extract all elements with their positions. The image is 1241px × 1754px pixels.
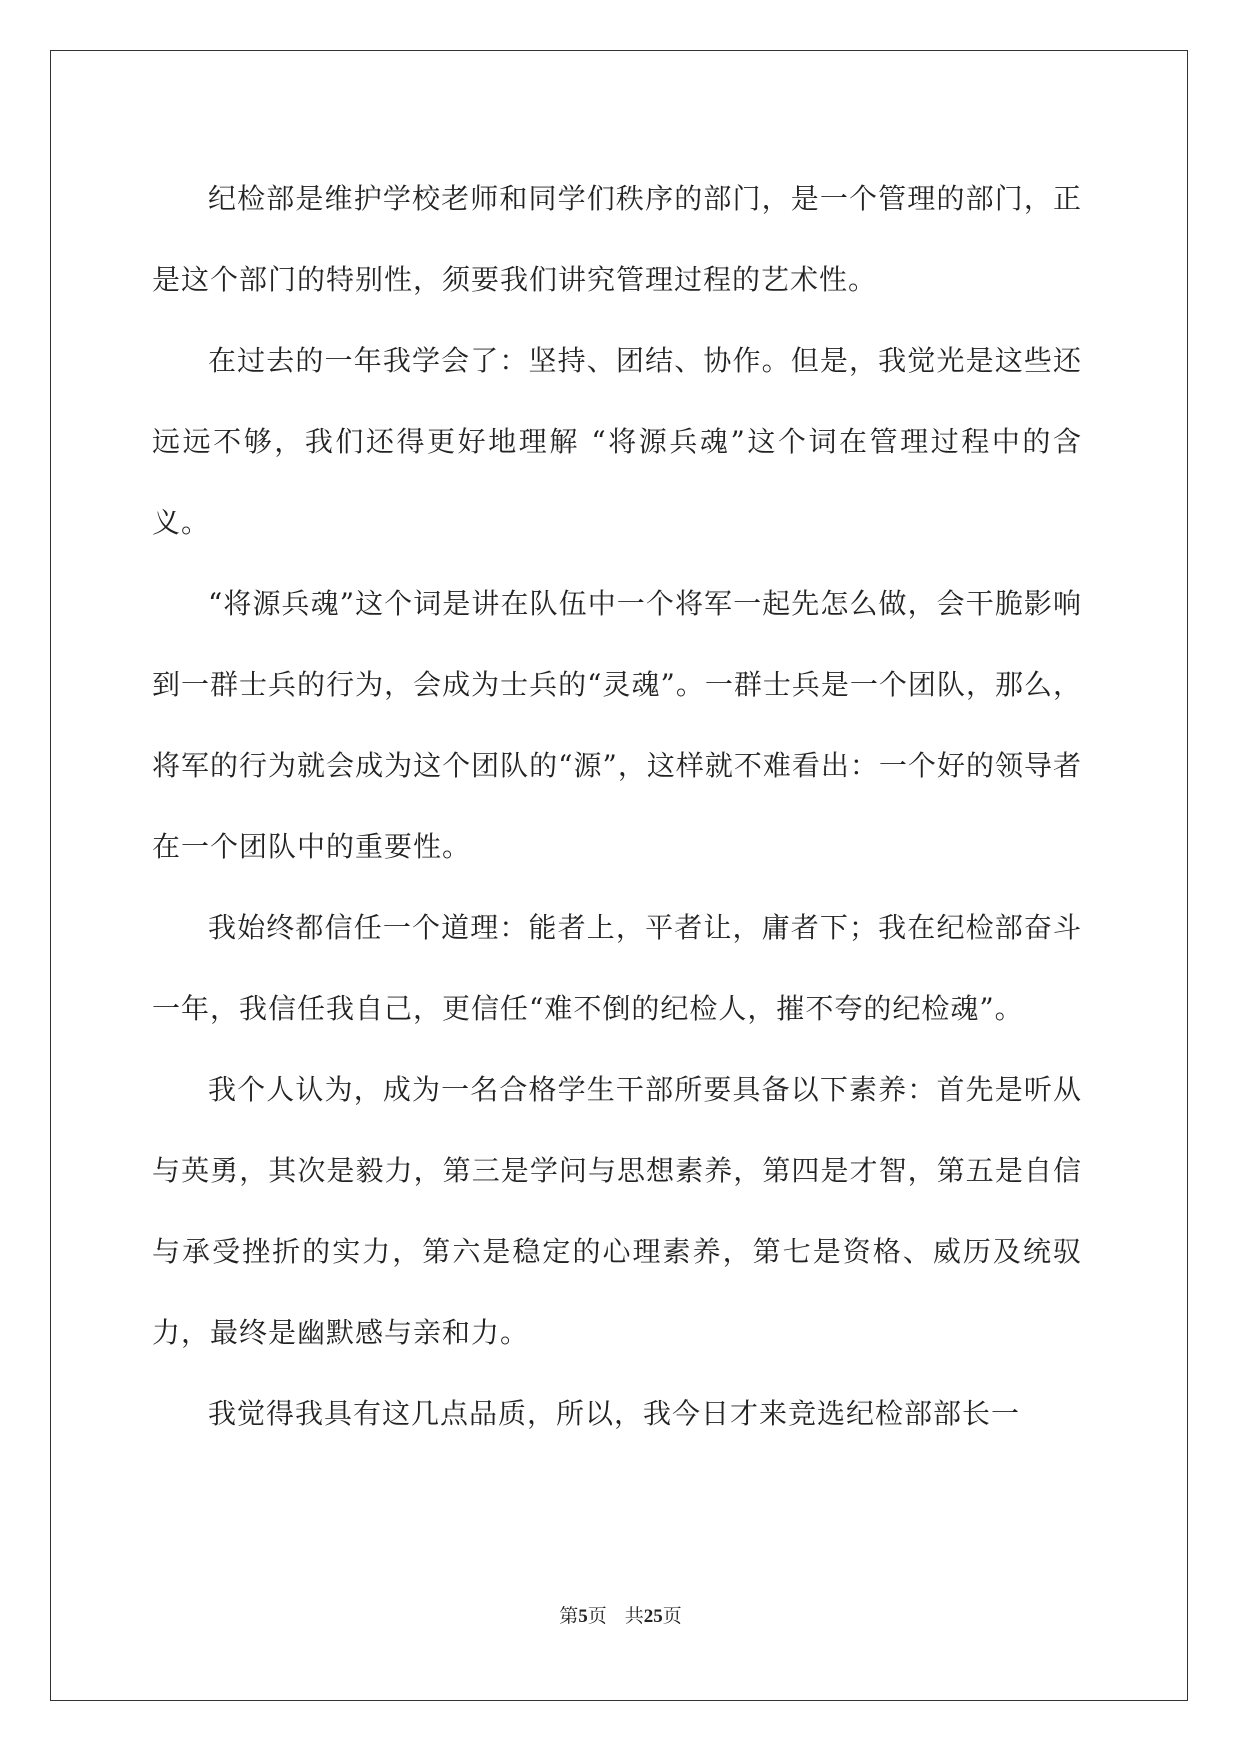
paragraph-5: 我个人认为，成为一名合格学生干部所要具备以下素养：首先是听从与英勇，其次是毅力，第三是学问与思想素养，第四是才智，第五是自信与承受挫折的实力，第六是稳定的心理素养，第七是资格、威历及统驭力，最终是幽默感与亲和力。 xyxy=(152,1073,1082,1349)
page-number: 5 xyxy=(578,1606,588,1627)
paragraph-3: “将源兵魂”这个词是讲在队伍中一个将军一起先怎么做，会干脆影响到一群士兵的行为，会成为士兵的“灵魂”。一群士兵是一个团队，那么，将军的行为就会成为这个团队的“源”，这样就不难看出：一个好的领导者在一个团队中的重要性。 xyxy=(152,587,1082,863)
total-suffix: 页 xyxy=(662,1605,682,1627)
paragraph-2: 在过去的一年我学会了：坚持、团结、协作。但是，我觉光是这些还远远不够，我们还得更好地理解 “将源兵魂”这个词在管理过程中的含义。 xyxy=(152,344,1082,539)
total-prefix: 共 xyxy=(624,1605,644,1627)
paragraph-4: 我始终都信任一个道理：能者上，平者让，庸者下；我在纪检部奋斗一年，我信任我自己，更信任“难不倒的纪检人，摧不夸的纪检魂”。 xyxy=(152,911,1082,1025)
total-pages: 25 xyxy=(643,1606,663,1627)
page-suffix: 页 xyxy=(587,1605,607,1627)
paragraph-1: 纪检部是维护学校老师和同学们秩序的部门，是一个管理的部门，正是这个部门的特别性，须要我们讲究管理过程的艺术性。 xyxy=(152,182,1082,296)
page-footer xyxy=(0,1601,1241,1628)
document-body xyxy=(152,158,1082,1454)
page-prefix: 第 xyxy=(559,1605,579,1627)
paragraph-6: 我觉得我具有这几点品质，所以，我今日才来竞选纪检部部长一 xyxy=(208,1397,1021,1430)
